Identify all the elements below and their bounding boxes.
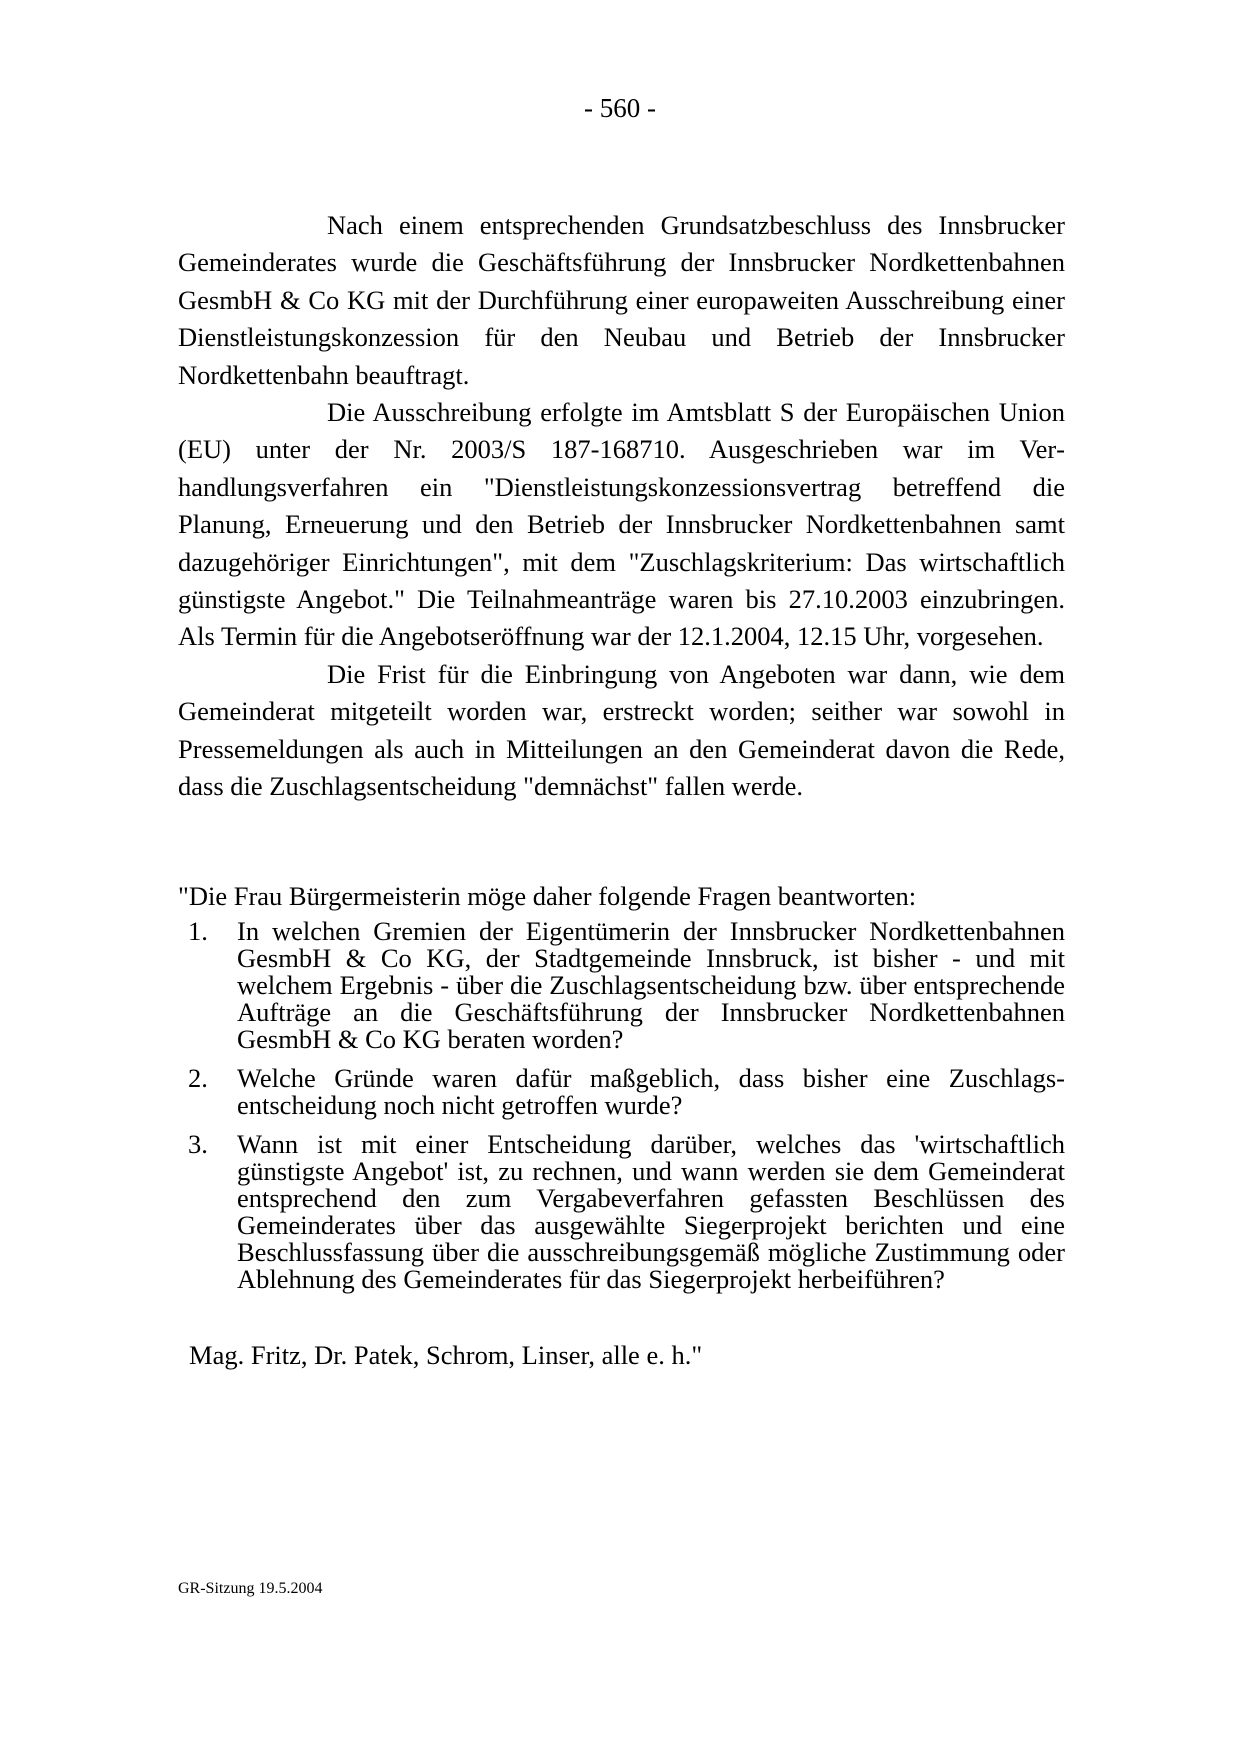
paragraph: Die Ausschreibung erfolgte im Amtsblatt S der Europäischen Union (EU) unter der Nr. 2003/S 187-168710. Ausgeschrieben war im Verhandlungsverfahren ein "Dienstleistungskonzessionsvertrag betreffend die Planung, Erneuerung und den Betrieb der Innsbrucker Nordkettenbahnen samt dazugehöriger Einrichtungen", mit dem "Zuschlagskriterium: Das wirtschaftlich günstigste Angebot." Die Teilnahmeanträge waren bis 27.10.2003 einzubringen. Als Termin für die Angebotseröffnung war der 12.1.2004, 12.15 Uhr, vorgesehen.	[178, 397, 1065, 652]
question-list	[178, 918, 1065, 1305]
question-number: 3.	[188, 1129, 208, 1159]
paragraph: Nach einem entsprechenden Grundsatzbeschluss des Innsbrucker Gemeinderates wurde die Geschäftsführung der Innsbrucker Nordkettenbahnen GesmbH & Co KG mit der Durchführung einer europaweiten Ausschreibung einer Dienstleistungskonzession für den Neubau und Betrieb der Innsbrucker Nordkettenbahn beauftragt.	[178, 210, 1065, 390]
question-item	[178, 918, 1065, 1053]
paragraph: Die Frist für die Einbringung von Angeboten war dann, wie dem Gemeinderat mitgeteilt worden war, erstreckt worden; seither war sowohl in Pressemeldungen als auch in Mitteilungen an den Gemeinderat davon die Rede, dass die Zuschlagsentscheidung "demnächst" fallen werde.	[178, 658, 1065, 802]
question-intro: "Die Frau Bürgermeisterin möge daher folgende Fragen beantworten:	[178, 881, 917, 911]
question-number: 1.	[188, 916, 208, 946]
question-number: 2.	[188, 1063, 208, 1093]
question-text: In welchen Gremien der Eigentümerin der Innsbrucker Nordkettenbahnen GesmbH & Co KG, der Stadtgemeinde Innsbruck, ist bisher - und mit welchem Ergebnis - über die Zuschlagsentscheidung bzw. über entsprechende Aufträge an die Geschäftsführung der Innsbrucker Nordkettenbahnen GesmbH & Co KG beraten worden?	[237, 916, 1065, 1054]
body-text	[178, 207, 1065, 806]
question-text: Wann ist mit einer Entscheidung darüber, welches das 'wirtschaftlich günstigste Angebot' ist, zu rechnen, und wann werden sie dem Gemeinderat entsprechend den zum Vergabeverfahren gefassten Beschlüssen des Gemeinderates über das ausgewählte Siegerprojekt berichten und eine Beschlussfassung über die ausschreibungsgemäß mögliche Zustimmung oder Ablehnung des Gemeinderates für das Siegerprojekt herbeiführen?	[237, 1129, 1065, 1294]
page-number: - 560 -	[584, 93, 656, 123]
footer-session-date: GR-Sitzung 19.5.2004	[178, 1580, 323, 1597]
question-item	[178, 1065, 1065, 1119]
signature-line: Mag. Fritz, Dr. Patek, Schrom, Linser, alle e. h."	[189, 1340, 703, 1370]
question-text: Welche Gründe waren dafür maßgeblich, dass bisher eine Zuschlagsentscheidung noch nicht getroffen wurde?	[237, 1063, 1065, 1120]
question-item	[178, 1131, 1065, 1293]
